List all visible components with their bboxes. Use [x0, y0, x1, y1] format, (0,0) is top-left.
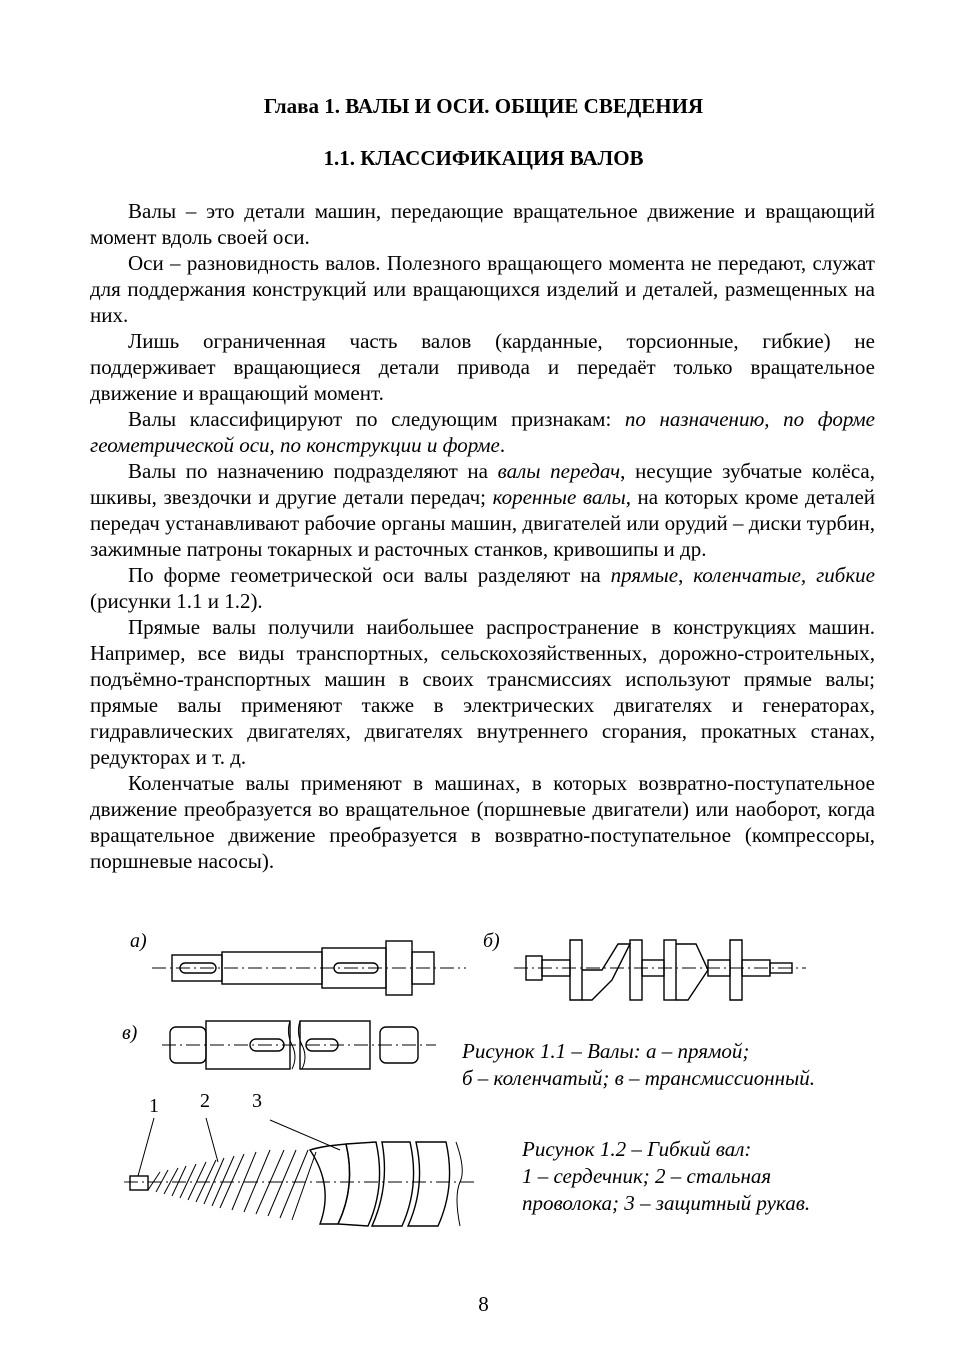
p4-text-a: Валы классифицируют по следующим признакам:	[128, 407, 625, 431]
paragraph-5	[90, 458, 875, 562]
flexible-shaft-drawing	[120, 1110, 480, 1240]
chapter-title: Глава 1. ВАЛЫ И ОСИ. ОБЩИЕ СВЕДЕНИЯ	[263, 94, 704, 118]
paragraph-4	[90, 406, 875, 458]
fig-label-a: а)	[130, 930, 147, 952]
callout-3: 3	[252, 1090, 262, 1112]
p5-text-c: , на которых кроме деталей передач устанавливают рабочие органы машин, двигателей или орудий – диски турбин, зажимные патроны токарных и расточных станков, кривошипы и др.	[90, 485, 876, 561]
paragraph-3: Лишь ограниченная часть валов (карданные, торсионные, гибкие) не поддерживает вращающиеся детали привода и передаёт только вращательное движение и вращающий момент.	[90, 329, 875, 405]
p6-text-a: По форме геометрической оси валы разделяют на	[128, 563, 611, 587]
paragraph-1: Валы – это детали машин, передающие вращательное движение и вращающий момент вдоль своей оси.	[90, 199, 875, 249]
body-text	[90, 198, 875, 874]
callout-1: 1	[149, 1095, 159, 1117]
p5-text-a: Валы по назначению подразделяют на	[128, 459, 498, 483]
p6-emphasis-1: прямые	[610, 563, 679, 587]
paragraph-7: Прямые валы получили наибольшее распространение в конструкциях машин. Например, все виды транспортных, сельскохозяйственных, дорожно-строительных, подъёмно-транспортных машин в своих трансмиссиях используют прямые валы; прямые валы применяют также в электрических двигателях и генераторах, гидравлических двигателях, двигателях внутреннего сгорания, прокатных станах, редукторах и т. д.	[90, 615, 875, 769]
crankshaft-drawing	[512, 930, 812, 1010]
paragraph-8: Коленчатые валы применяют в машинах, в которых возвратно-поступательное движение преобразуется во вращательное (поршневые двигатели) или наоборот, когда вращательное движение преобразуется в возвратно-поступательное (компрессоры, поршневые насосы).	[90, 771, 875, 873]
figure-1-2-caption-line-3: проволока; 3 – защитный рукав.	[522, 1191, 811, 1215]
figure-1-1-caption-line-1: Рисунок 1.1 – Валы: а – прямой;	[462, 1039, 750, 1063]
figure-1-2-caption-line-1: Рисунок 1.2 – Гибкий вал:	[522, 1137, 752, 1161]
callout-2: 2	[200, 1090, 210, 1112]
fig-label-v: в)	[122, 1022, 138, 1044]
p6-text-c: (рисунки 1.1 и 1.2).	[90, 589, 263, 613]
p5-emphasis-2: коренные валы	[492, 485, 626, 509]
figure-1-2-caption-line-2: 1 – сердечник; 2 – стальная	[522, 1164, 772, 1188]
page-number: 8	[478, 1292, 489, 1316]
transmission-shaft-drawing	[160, 1015, 440, 1075]
p4-emphasis: по назначению, по форме геометрической оси, по конструкции и форме	[90, 407, 876, 457]
fig-label-b: б)	[483, 930, 500, 952]
section-title: 1.1. КЛАССИФИКАЦИЯ ВАЛОВ	[323, 146, 644, 170]
paragraph-2: Оси – разновидность валов. Полезного вращающего момента не передают, служат для поддержания конструкций или вращающихся изделий и деталей, размещенных на них.	[90, 251, 875, 327]
straight-shaft-drawing	[150, 935, 470, 1007]
p4-text-b: .	[499, 433, 506, 457]
paragraph-6	[90, 562, 875, 614]
p6-text-b: ,	[678, 563, 694, 587]
p5-text-b: , несущие зубчатые колёса, шкивы, звездочки и другие детали передач;	[90, 459, 875, 509]
p6-emphasis-2: коленчатые, гибкие	[693, 563, 875, 587]
figure-1-1-caption-line-2: б – коленчатый; в – трансмиссионный.	[462, 1066, 816, 1090]
p5-emphasis-1: валы передач	[497, 459, 621, 483]
